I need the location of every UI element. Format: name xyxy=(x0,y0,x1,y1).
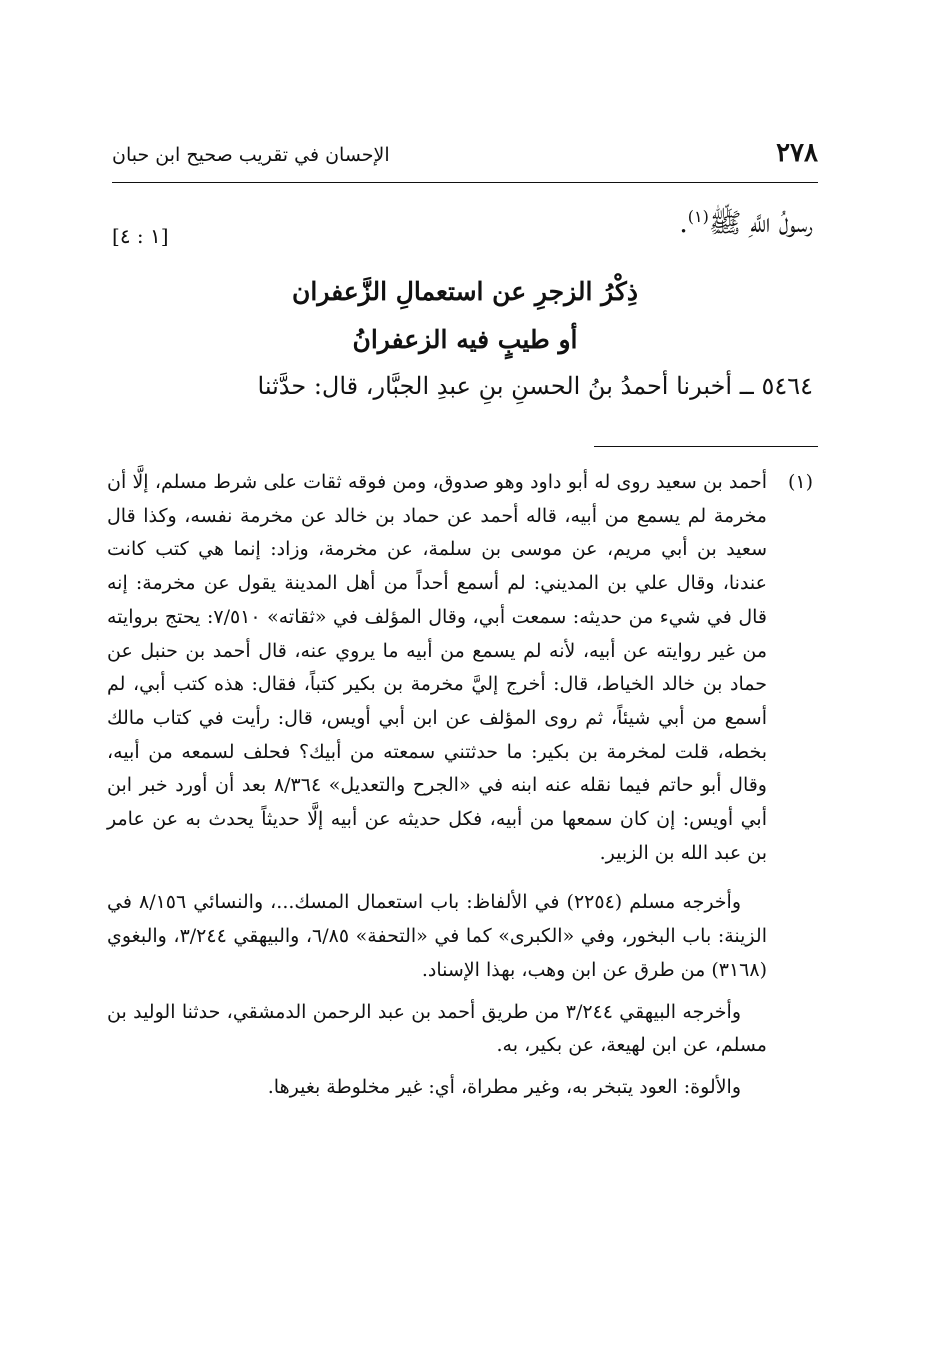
running-title: الإحسان في تقريب صحيح ابن حبان xyxy=(112,144,390,166)
chapter-heading-line-2: أو طيبٍ فيه الزعفرانُ xyxy=(352,325,578,354)
opening-text: رسولُ اللَّهِ ﷺ xyxy=(708,208,813,239)
hadith-number: ٥٤٦٤ xyxy=(761,372,813,400)
footnotes-section xyxy=(107,466,813,1113)
chapter-heading xyxy=(112,268,818,364)
header-rule xyxy=(112,182,818,183)
takhrij-paragraph: وأخرجه البيهقي ٣/٢٤٤ من طريق أحمد بن عبد الرحمن الدمشقي، حدثنا الوليد بن مسلم، عن ابن لهيعة، عن بكير، به. xyxy=(107,1000,767,1057)
takhrij-paragraph: والألوة: العود يتبخر به، وغير مطراة، أي: غير مخلوطة بغيرها. xyxy=(267,1075,741,1098)
footnote-text: أحمد بن سعيد روى له أبو داود وهو صدوق، ومن فوقه ثقات على شرط مسلم، إلَّا أن مخرمة لم يسمع من أبيه، قاله أحمد عن حماد بن خالد عن مخرمة نفسه، وكذا قال سعيد بن أبي مريم، عن موسى بن سلمة، عن مخرمة، وزاد: إنما هي كتب كانت عندنا، وقال علي بن المديني: لم أسمع أحداً من أهل المدينة يقول عن مخرمة: إنه قال في شيء من حديثه: سمعت أبي، وقال المؤلف في «ثقاته» ٧/٥١٠: يحتج بروايته من غير روايته عن أبيه، لأنه لم يسمع من أبيه ما يروي عنه، قال أحمد بن حنبل عن حماد بن خالد الخياط، قال: أخرج إليَّ مخرمة بن بكير كتباً، فقال: هذه كتب أبي، لم أسمع من أبي شيئاً، ثم روى المؤلف عن ابن أبي أويس، قال: رأيت في كتاب مالك بخطه، قلت لمخرمة بن بكير: ما حدثتني سمعته من أبيك؟ فحلف لسمعه من أبيه، وقال أبو حاتم فيما نقله عنه ابنه في «الجرح والتعديل» ٨/٣٦٤ بعد أن أورد خبر ابن أبي أويس: إن كان سمعها من أبيه، فكل حديثه عن أبيه إلَّا حديثاً يحدث به عن عامر بن عبد الله بن الزبير. xyxy=(107,471,767,864)
footnote-separator xyxy=(594,446,818,447)
reference-code: [١ : ٤] xyxy=(112,224,169,248)
footnote-1 xyxy=(107,466,813,870)
page-header xyxy=(112,138,818,178)
hadith-text: أخبرنا أحمدُ بنُ الحسنِ بنِ عبدِ الجبَّار، قال: حدَّثنا xyxy=(257,372,733,400)
takhrij-paragraph: وأخرجه مسلم (٢٢٥٤) في الألفاظ: باب استعمال المسك...، والنسائي ٨/١٥٦ في الزينة: باب البخور، وفي «الكبرى» كما في «التحفة» ٦/٨٥، والبيهقي ٣/٢٤٤، والبغوي (٣١٦٨) من طرق عن ابن وهب، بهذا الإسناد. xyxy=(107,891,767,981)
footnote-marker: (١) xyxy=(787,471,813,493)
footnote-reference: (١) xyxy=(687,207,709,226)
page-number: ٢٧٨ xyxy=(776,138,818,168)
opening-line xyxy=(679,206,813,246)
takhrij-section xyxy=(107,886,813,1104)
hadith-line xyxy=(131,372,813,400)
hadith-dash: ــ xyxy=(739,372,754,400)
opening-line-end: . xyxy=(679,208,688,239)
chapter-heading-line-1: ذِكْرُ الزجرِ عن استعمالِ الزَّعفران xyxy=(292,277,638,306)
